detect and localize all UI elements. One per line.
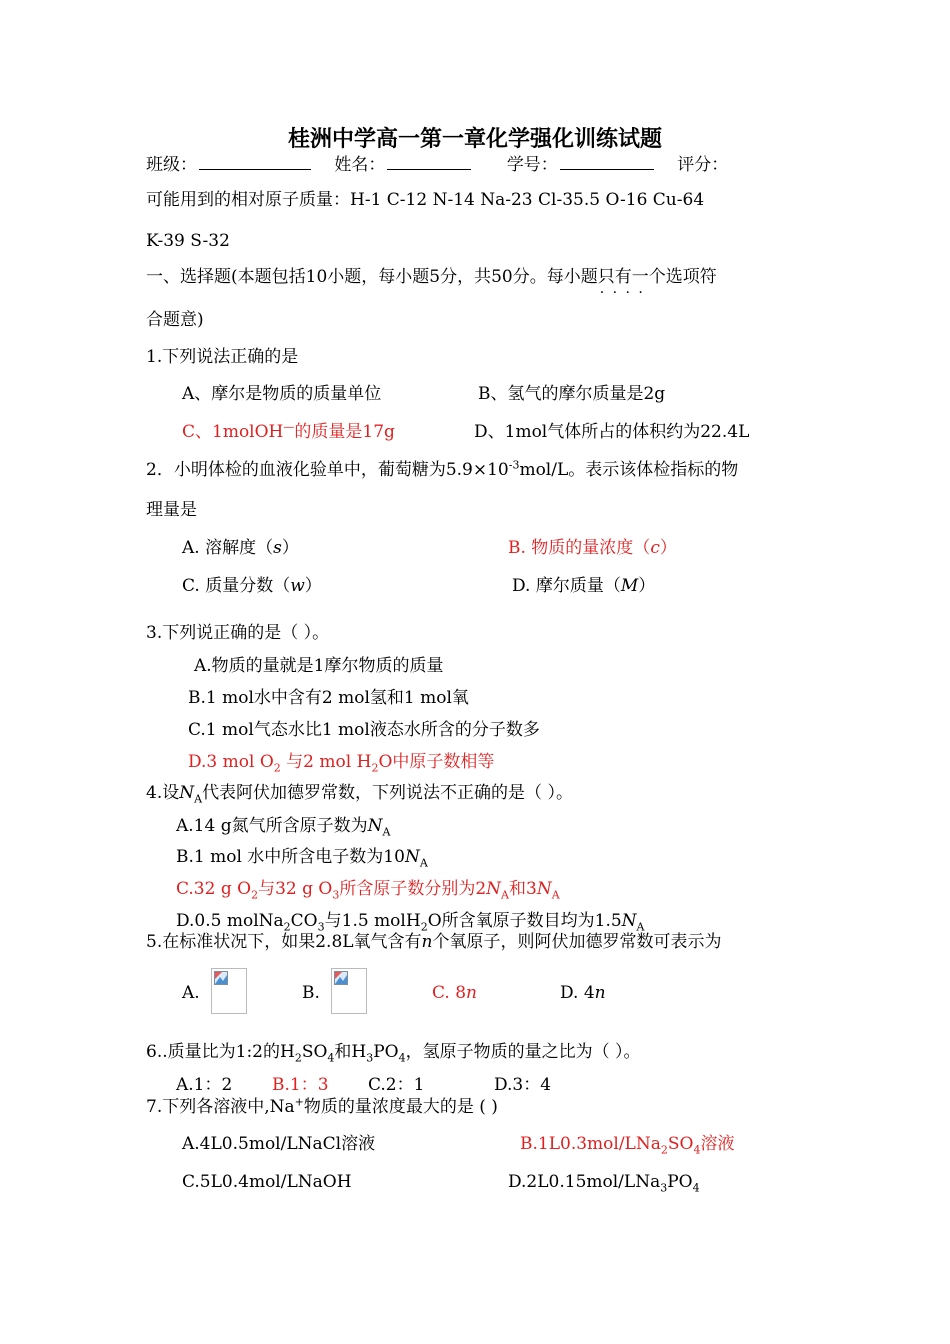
emphasis-text: 只有一个 · · · · <box>598 267 666 287</box>
q6-option-d: D.3：4 <box>494 1075 552 1095</box>
q4-option-c: C.32 g $O_2$与32 g $O_3$所含原子数分别为$2N_A$和$3N_A$ <box>176 879 560 902</box>
q4-stem: 4.设$N_A$代表阿伏加德罗常数，下列说法不正确的是（ ）。 <box>146 783 573 806</box>
class-label: 班级： <box>146 155 197 175</box>
q6-stem: 6..质量比为1:2的$H_2SO_4$和$H_3PO_4$，氢原子物质的量之比为（ ）。 <box>146 1042 641 1065</box>
q1-option-b: B、氢气的摩尔质量是2g <box>478 384 666 404</box>
section1-heading-cont: 合题意) <box>146 310 204 330</box>
q5-option-a: A. <box>182 983 200 1003</box>
q2-option-d: D. 摩尔质量（M） <box>512 576 656 596</box>
name-label: 姓名： <box>334 155 386 175</box>
q6-option-b: B.1：3 <box>272 1075 329 1095</box>
id-blank[interactable] <box>560 151 654 170</box>
header-fields <box>146 151 728 177</box>
page-title: 桂洲中学高一第一章化学强化训练试题 <box>287 127 662 152</box>
q3-option-c: C.1 mol气态水比1 mol液态水所含的分子数多 <box>188 720 540 740</box>
q2-option-b: B. 物质的量浓度（c） <box>508 538 677 558</box>
q4-option-b: B.1 mol 水中所含电子数为$10N_A$ <box>176 847 428 870</box>
q7-option-b: $B.1L0.3mol/LNa_2SO_4$溶液 <box>520 1134 735 1157</box>
atomic-mass-line1: 可能用到的相对原子质量：H-1 C-12 N-14 Na-23 Cl-35.5 O-16 Cu-64 <box>146 190 705 210</box>
q4-option-d: D.0.5 $molNa_2CO_3$与1.5 molH$_2$O所含氧原子数目均为$1.5N_A$ <box>176 911 645 934</box>
name-blank[interactable] <box>387 151 471 170</box>
q6-option-a: A.1：2 <box>176 1075 233 1095</box>
q7-stem: 7.下列各溶液中,Na+物质的量浓度最大的是 ( ) <box>146 1095 498 1117</box>
q7-option-d: $D.2L0.15mol/LNa_3PO_4$ <box>508 1172 700 1195</box>
section1-heading: 一、选择题(本题包括10小题，每小题5分，共50分。每小题只有一个 · · · ·选项符 <box>146 265 717 289</box>
id-label: 学号： <box>506 155 558 175</box>
q5-option-a-image <box>211 968 247 1014</box>
q3-option-d: D.3 mol $O_2$ 与2 mol $H_2O$中原子数相等 <box>188 752 495 775</box>
q5-option-b-image <box>331 968 367 1014</box>
class-blank[interactable] <box>199 151 311 170</box>
q7-option-a: A.4L0.5mol/LNaCl溶液 <box>182 1134 376 1154</box>
q6-option-c: C.2：1 <box>368 1075 425 1095</box>
q1-option-d: D、1mol气体所占的体积约为22.4L <box>474 422 750 442</box>
q5-option-c: C. 8n <box>432 983 477 1003</box>
q3-option-b: B.1 mol水中含有2 mol氢和1 mol氧 <box>188 688 469 708</box>
q5-stem: 5.在标准状况下，如果2.8L氧气含有n个氧原子，则阿伏加德罗常数可表示为 <box>146 932 722 952</box>
q7-option-c: C.5L0.4mol/LNaOH <box>182 1172 352 1192</box>
q4-option-a: A.14 g氮气所含原子数为$N_A$ <box>176 816 391 839</box>
q1-option-c: C、1molOH—的质量是17g <box>182 420 395 442</box>
atomic-mass-line2: K-39 S-32 <box>146 231 230 251</box>
q3-stem: 3.下列说正确的是（ ）。 <box>146 623 330 643</box>
broken-image-icon <box>214 971 228 985</box>
q5-option-b: B. <box>302 983 320 1003</box>
broken-image-icon <box>334 971 348 985</box>
q2-option-a: A. 溶解度（s） <box>182 538 299 558</box>
q1-option-a: A、摩尔是物质的质量单位 <box>182 384 382 404</box>
q3-option-a: A.物质的量就是1摩尔物质的质量 <box>194 656 444 676</box>
q1-stem: 1.下列说法正确的是 <box>146 347 299 367</box>
q2-stem-cont: 理量是 <box>146 500 197 520</box>
score-label: 评分： <box>677 155 729 175</box>
q2-option-c: C. 质量分数（w） <box>182 576 322 596</box>
q5-option-d: D. 4n <box>560 983 606 1003</box>
q2-stem: 2．小明体检的血液化验单中，葡萄糖为$5.9\times 10^{-3}mol/L$。表示该体检指标的物 <box>146 458 739 480</box>
